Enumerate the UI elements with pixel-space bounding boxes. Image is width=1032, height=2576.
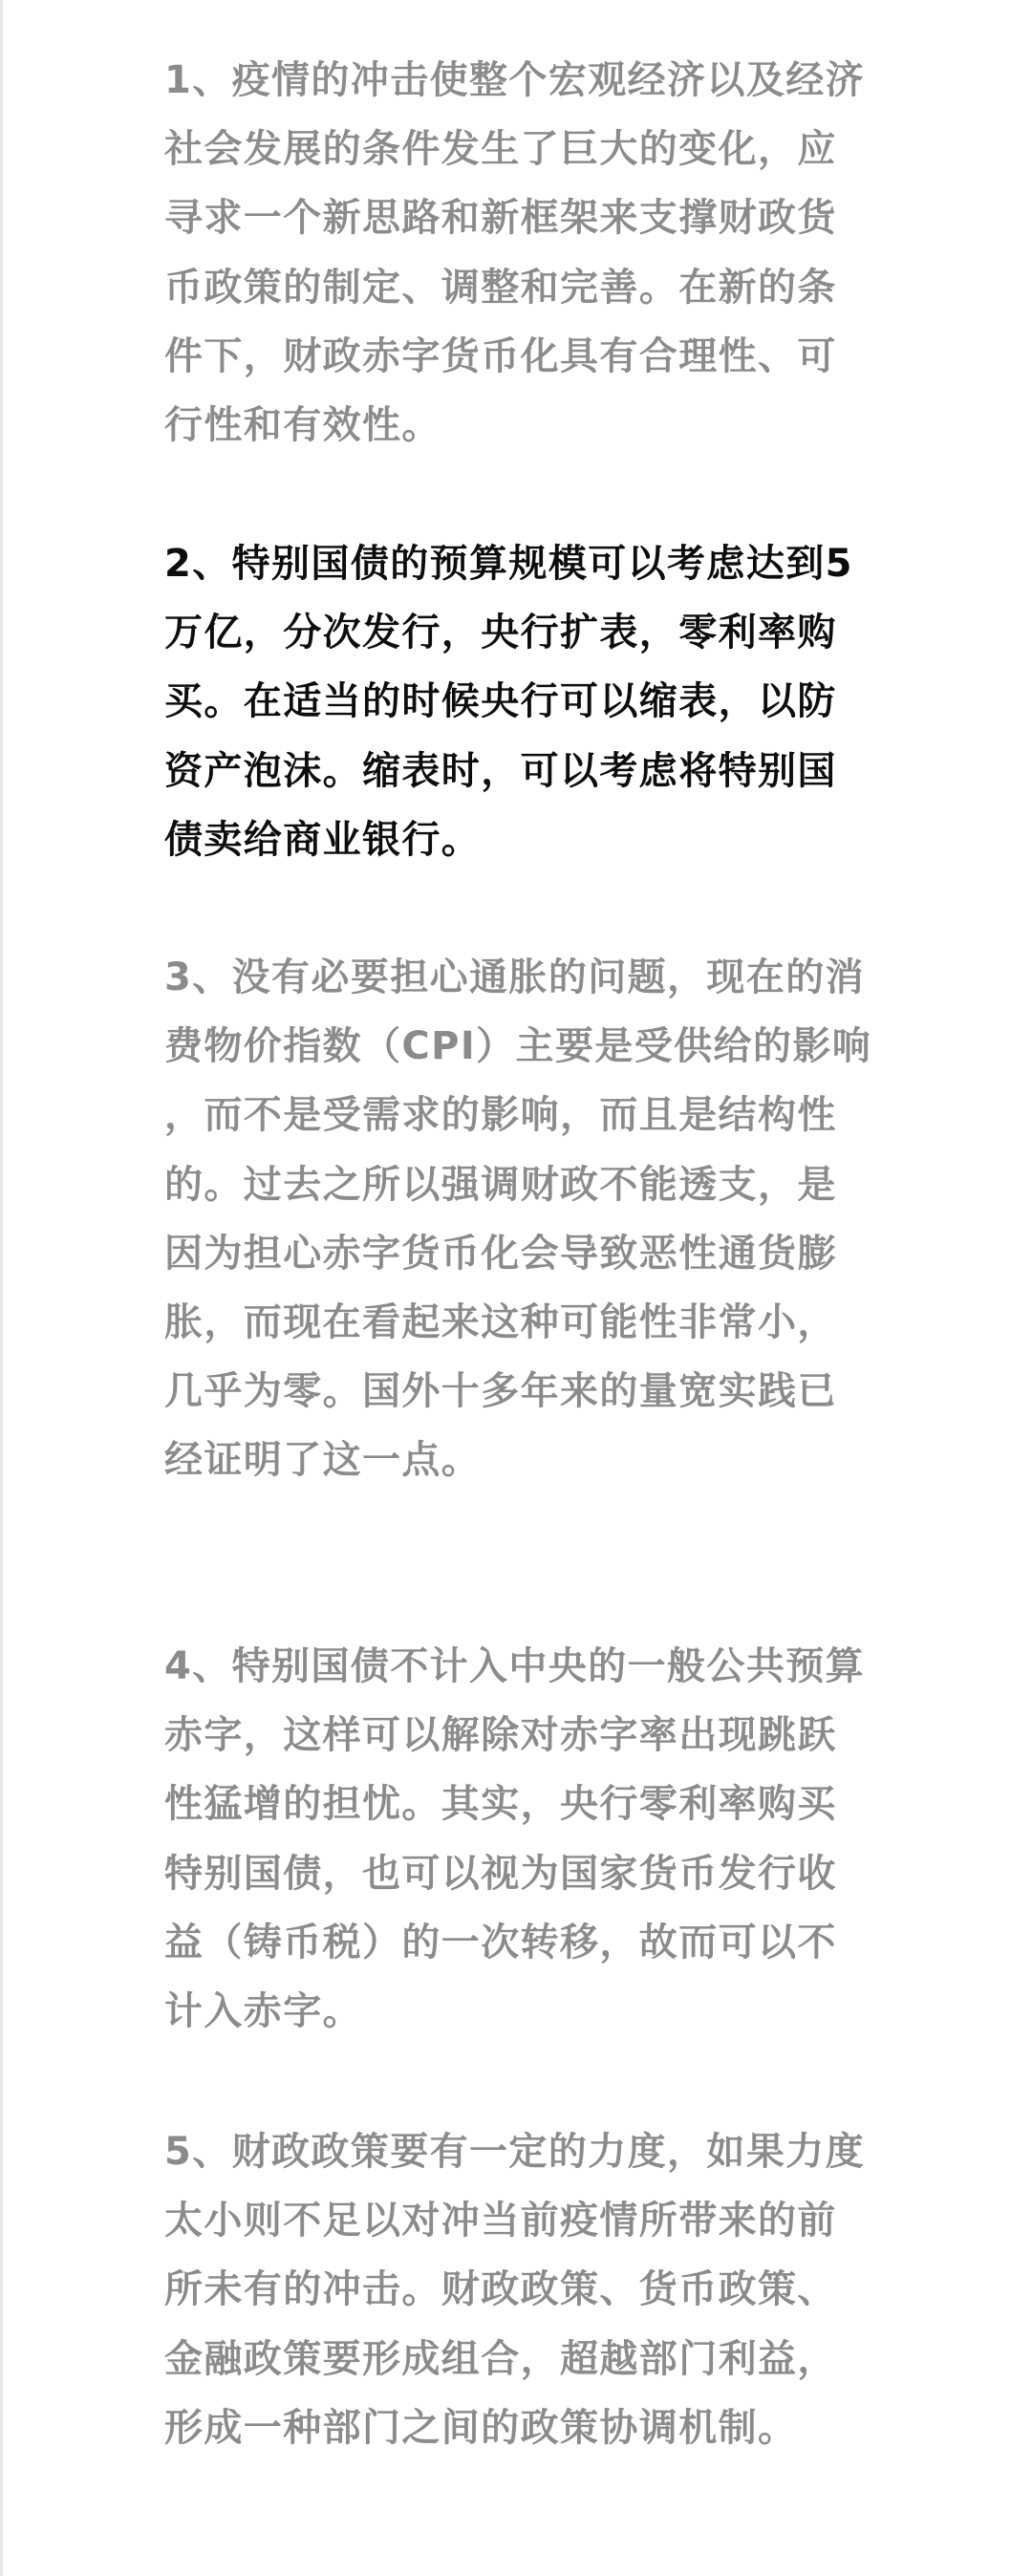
paragraph-5: 5、财政政策要有一定的力度，如果力度太小则不足以对冲当前疫情所带来的前所未有的冲击。财政政策、货币政策、金融政策要形成组合，超越部门利益，形成一种部门之间的政策协调机制。 [164, 2130, 866, 2450]
paragraph-2-emphasized: 2、特别国债的预算规模可以考虑达到5万亿，分次发行，央行扩表，零利率购买。在适当的时候央行可以缩表，以防资产泡沫。缩表时，可以考虑将特别国债卖给商业银行。 [164, 542, 853, 862]
paragraph-3: 3、没有必要担心通胀的问题，现在的消费物价指数（CPI）主要是受供给的影响，而不是受需求的影响，而且是结构性的。过去之所以强调财政不能透支，是因为担心赤字货币化会导致恶性通货膨胀，而现在看起来这种可能性非常小，几乎为零。国外十多年来的量宽实践已经证明了这一点。 [164, 955, 872, 1483]
paragraph-1: 1、疫情的冲击使整个宏观经济以及经济社会发展的条件发生了巨大的变化，应寻求一个新思路和新框架来支撑财政货币政策的制定、调整和完善。在新的条件下，财政赤字货币化具有合理性、可行性和有效性。 [164, 58, 866, 448]
paragraph-4: 4、特别国债不计入中央的一般公共预算赤字，这样可以解除对赤字率出现跳跃性猛增的担忧。其实，央行零利率购买特别国债，也可以视为国家货币发行收益（铸币税）的一次转移，故而可以不计入赤字。 [164, 1644, 866, 2034]
page-edge-divider [0, 0, 3, 2576]
